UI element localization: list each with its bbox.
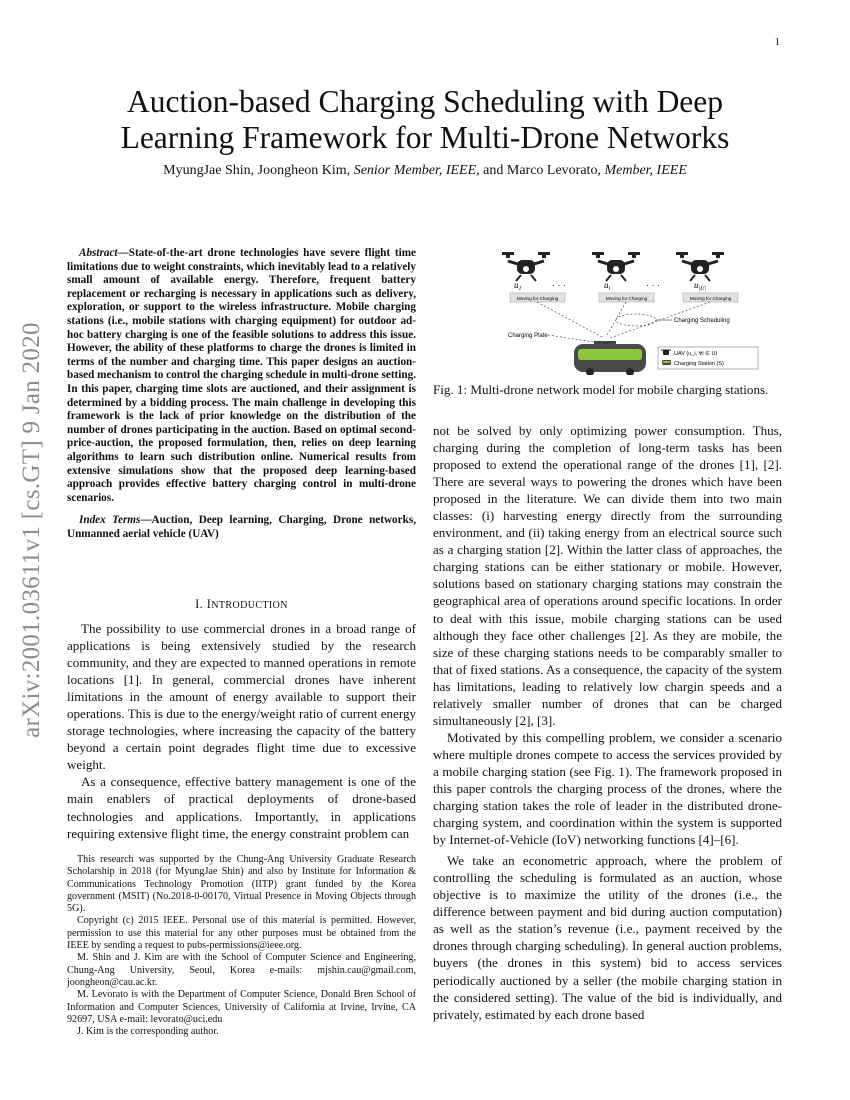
paragraph: We take an econometric approach, where the problem of controlling the scheduling is formulated as an auction, whose objective is to maximize the utility of the drones (i.e., the difference between payment and bid during auction computation) as well as the station’s revenue (i.e., payment received by the drones through charging scheduling). In general auction problems, buyers (the drones in this system) bid to access services periodically auctioned by a seller (the mobile charging station in the considered setting). The value of the bid is individually, and privately, estimated by each drone based	[433, 853, 782, 1022]
title-line-1: Auction-based Charging Scheduling with Deep	[126, 84, 724, 119]
station-legend-icon	[662, 360, 671, 365]
paper-title	[70, 84, 780, 156]
left-column-body	[67, 620, 416, 842]
paragraph: not be solved by only optimizing power consumption. Thus, charging during the completion of long-term tasks has been proposed to extend the operational range of the drones [1], [2]. There are several ways to powering the drones which have been proposed in the literature. We can divide them into two main classes: (i) harvesting energy directly from the surrounding environment, and (ii) taking energy from an electrical source such as a charging station [2]. Within the latter class of approaches, the charging stations can be either stationary or mobile. However, solutions based on stationary charging stations may constrain the geographical area of operations around specific locations. In order to deal with this issue, mobile charging stations can be used although they face other challenges [2]. As they are mobile, the size of these charging stations needs to be comparably smaller to that of fixed stations. As a consequence, the capacity of the system has limitations, leading to relatively low chargin speeds and a relatively smaller number of drones that can be charged simultaneously [2], [3].	[433, 423, 782, 728]
legend-uav: UAV (u_i, ∀i ∈ U)	[674, 351, 718, 357]
paragraph: The possibility to use commercial drones in a broad range of applications is being extensively studied by the research community, and they are expected to manned operations in remote locations [1]. In general, commercial drones have inherent limitations in the amount of energy available to support their operations. This is due to the energy/weight ratio of current energy storage technologies, where increasing the capacity of the battery beyond a certain point degrades flight time due to excessive weight.	[67, 621, 416, 773]
figure-legend	[658, 347, 758, 369]
moving-label: Moving for Charging	[605, 296, 648, 301]
abstract	[67, 247, 416, 541]
index-terms-text: —Auction, Deep learning, Charging, Drone networks, Unmanned aerial vehicle (UAV)	[67, 514, 416, 540]
ellipsis: · · ·	[646, 280, 660, 290]
moving-label: Moving for Charging	[689, 296, 732, 301]
paragraph: As a consequence, effective battery management is one of the main enablers of practical deployments of drone-based technologies and applications. Importantly, in applications requiring extensive flight time, the energy constraint problem can	[67, 774, 416, 841]
scheduling-ellipse	[616, 314, 656, 326]
footnotes	[67, 854, 416, 1038]
footnote: Copyright (c) 2015 IEEE. Personal use of this material is permitted. However, permission to use this material for any other purposes must be obtained from the IEEE by sending a request to pubs-permissions@ieee.org.	[67, 915, 416, 952]
figure-1-caption: Fig. 1: Multi-drone network model for mobile charging stations.	[433, 382, 769, 397]
legend-station: Charging Station (S)	[674, 361, 724, 367]
author-role-2: Member, IEEE	[604, 163, 687, 178]
page-number: 1	[774, 36, 780, 48]
author-role-1: Senior Member, IEEE,	[353, 163, 480, 178]
arxiv-stamp	[12, 300, 52, 760]
author-names-2: and Marco Levorato,	[479, 163, 605, 178]
title-line-2: Learning Framework for Multi-Drone Networks	[120, 120, 730, 155]
charging-plate-label: Charging Plate	[508, 333, 548, 339]
drone-icon	[502, 252, 550, 281]
drone-icon	[676, 252, 724, 281]
footnote: J. Kim is the corresponding author.	[77, 1026, 219, 1038]
index-terms-label: Index Terms	[79, 514, 141, 527]
footnote: M. Levorato is with the Department of Computer Science, Donald Bren School of Information and Computer Sciences, University of California at Irvine, Irvine, CA 92697, USA e-mail: levorato@uci.edu	[67, 989, 416, 1025]
abstract-label: Abstract	[79, 247, 118, 259]
charging-scheduling-label: Charging Scheduling	[674, 318, 730, 324]
author-line	[70, 163, 780, 179]
paragraph: Motivated by this compelling problem, we consider a scenario where multiple drones compete to access the services provided by a mobile charging station (see Fig. 1). The framework proposed in this paper controls the charging process of the drones, where the charging station takes the role of leader in the distributed drone-charging system, and coordination within the system is supported by Internet-of-Vehicle (IoV) networking functions [4]–[6].	[433, 729, 782, 848]
author-names-1: MyungJae Shin, Joongheon Kim,	[163, 163, 354, 178]
drone-label: $u_i$	[604, 280, 611, 292]
right-column-body	[433, 422, 782, 1023]
section-heading-introduction: I. INTRODUCTION	[195, 597, 288, 611]
moving-label: Moving for Charging	[516, 296, 559, 301]
ellipsis: · · ·	[552, 280, 566, 290]
drone-icon	[592, 252, 640, 281]
arxiv-stamp-text: arXiv:2001.03611v1 [cs.GT] 9 Jan 2020	[18, 322, 45, 738]
footnote: M. Shin and J. Kim are with the School of Computer Science and Engineering, Chung-Ang University, Seoul, Korea e-mails: mjshin.cau@gmail.com, joongheon@cau.ac.kr.	[67, 952, 416, 988]
drone-label: $u_{|U|}$	[694, 280, 707, 292]
abstract-text: —State-of-the-art drone technologies have severe flight time limitations due to weight constraints, which inevitably lead to a relatively small amount of available energy. Therefore, frequent battery replacement or recharging is necessary in applications such as delivery, exploration, or support to the wireless infrastructure. Mobile charging stations (i.e., mobile stations with charging equipment) for outdoor ad-hoc battery charging is one of the feasible solutions to address this issue. However, the ability of these platforms to charge the drones is limited in terms of the number and charging time. This paper designs an auction-based mechanism to control the charging schedule in multi-drone setting. In this paper, charging time slots are auctioned, and their assignment is determined by a bidding process. The main challenge in developing this framework is the lack of prior knowledge on the distribution of the number of drones participating in the auction. Based on optimal second-price-auction, the proposed formulation, then, relies on deep learning algorithms to learn such distribution online. Numerical results from extensive simulations show that the proposed deep learning-based approach provides effective battery charging control in multi-drone scenarios.	[67, 247, 416, 504]
figure-1-network-diagram	[486, 240, 786, 375]
charging-station-bus-icon	[574, 341, 646, 375]
drone-label: $u_1$	[514, 280, 522, 292]
footnote: This research was supported by the Chung-Ang University Graduate Research Scholarship in 2018 (for MyungJae Shin) and also by Institute for Information & Communications Technology Promotion (IITP) grant funded by the Korea government (MSIT) (No.2018-0-00170, Virtual Presence in Moving Objects through 5G).	[67, 854, 416, 915]
